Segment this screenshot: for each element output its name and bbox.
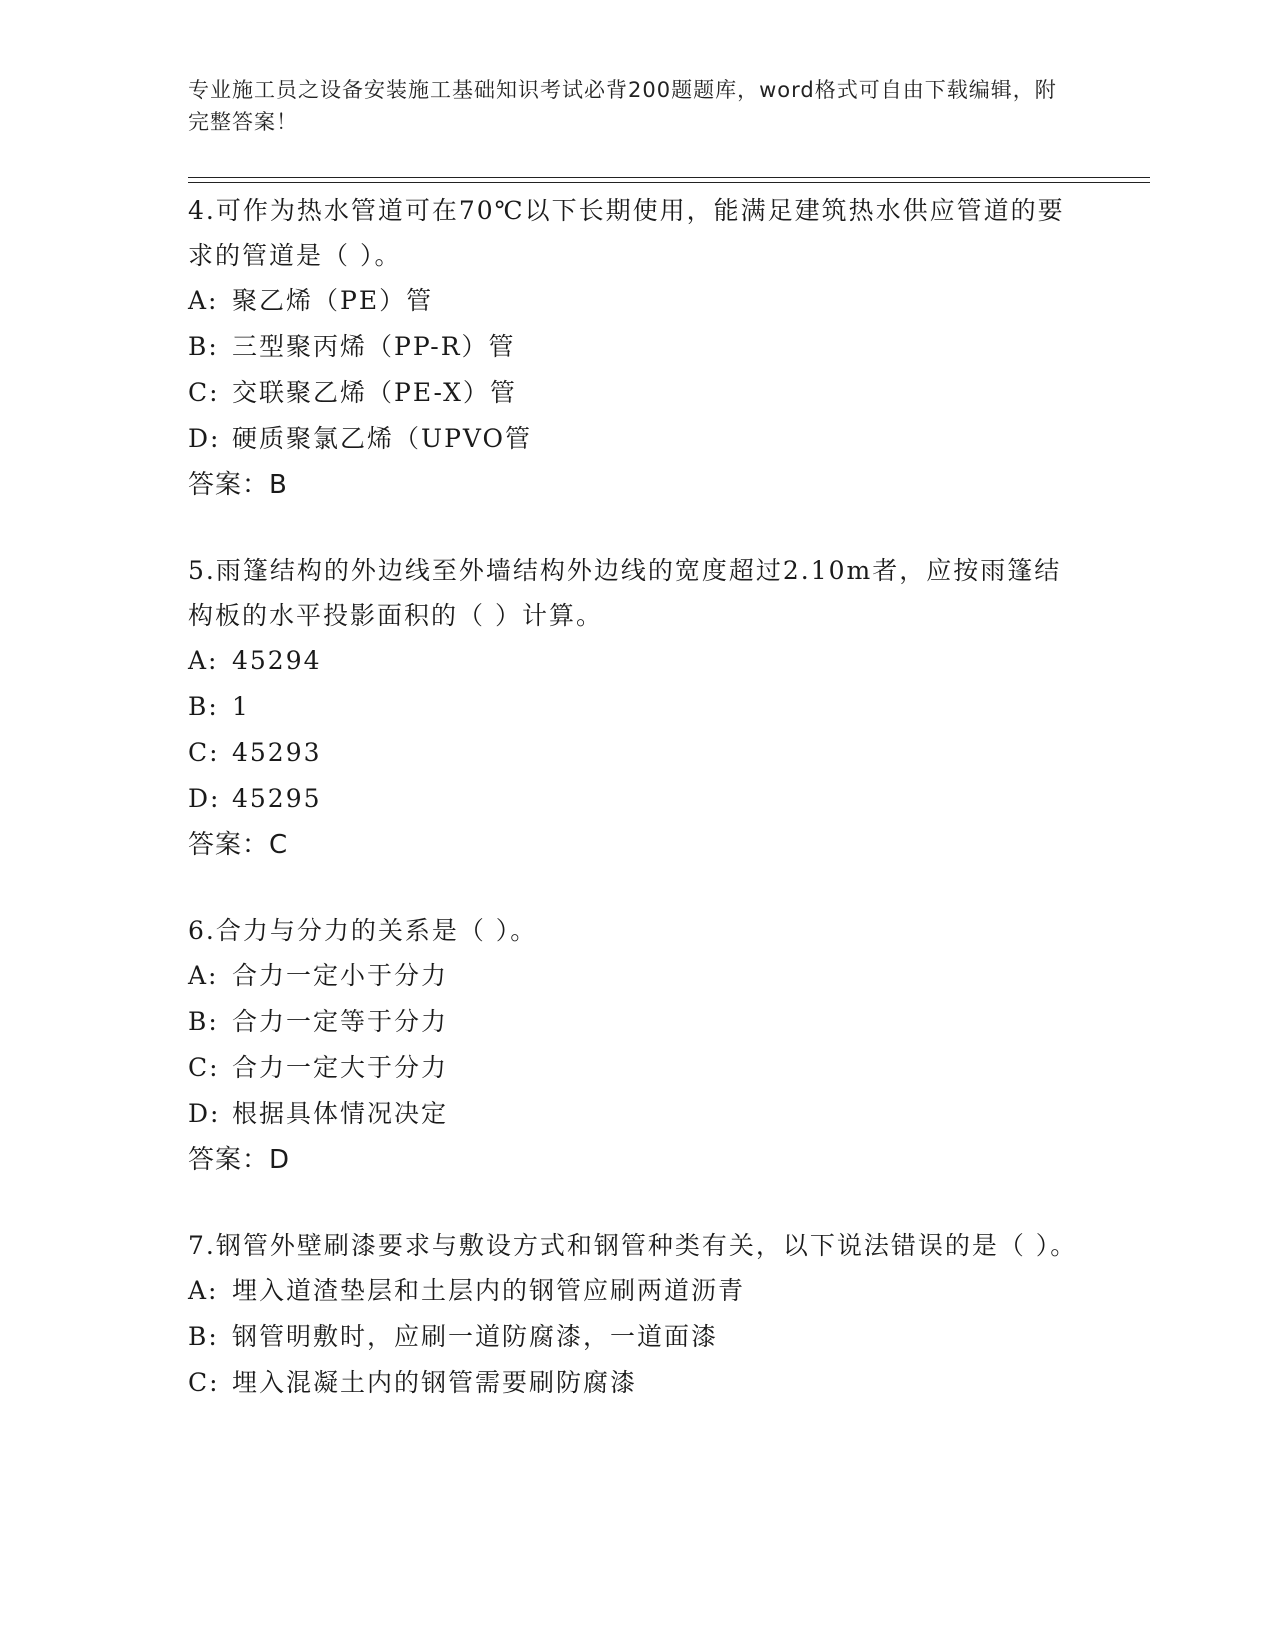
option-text: 合力一定小于分力 — [232, 961, 449, 990]
header-double-rule — [188, 177, 1150, 183]
question-text: 6.合力与分力的关系是（ ）。 — [188, 916, 538, 945]
option-text: 45293 — [232, 738, 322, 767]
answer-line: 答案：B — [188, 470, 288, 500]
option-c — [188, 730, 1088, 776]
option-a — [188, 1268, 1088, 1314]
option-b — [188, 684, 1088, 730]
option-c — [188, 1045, 1088, 1091]
question-6 — [188, 908, 1088, 1183]
option-d — [188, 1091, 1088, 1137]
option-letter: C: — [188, 1368, 220, 1397]
question-text: 7.钢管外壁刷漆要求与敷设方式和钢管种类有关，以下说法错误的是（ ）。 — [188, 1231, 1078, 1260]
option-text: 合力一定等于分力 — [232, 1007, 449, 1036]
option-a — [188, 638, 1088, 684]
option-letter: A: — [188, 1276, 219, 1305]
question-4 — [188, 188, 1088, 508]
option-letter: D: — [188, 424, 221, 453]
question-text: 4.可作为热水管道可在70℃以下长期使用，能满足建筑热水供应管道的要求的管道是（ ）。 — [188, 196, 1065, 270]
option-letter: C: — [188, 1053, 220, 1082]
option-a — [188, 278, 1088, 324]
option-text: 1 — [232, 692, 250, 721]
option-letter: A: — [188, 961, 219, 990]
option-b — [188, 999, 1088, 1045]
option-letter: B: — [188, 332, 219, 361]
question-5 — [188, 548, 1088, 868]
option-text: 聚乙烯（PE）管 — [232, 286, 434, 315]
option-text: 三型聚丙烯（PP-R）管 — [232, 332, 516, 361]
question-text: 5.雨篷结构的外边线至外墙结构外边线的宽度超过2.10m者，应按雨篷结构板的水平投影面积的（ ）计算。 — [188, 556, 1062, 630]
option-text: 埋入道渣垫层和土层内的钢管应刷两道沥青 — [232, 1276, 746, 1305]
option-letter: B: — [188, 1007, 219, 1036]
option-d — [188, 416, 1088, 462]
option-text: 钢管明敷时，应刷一道防腐漆，一道面漆 — [232, 1322, 719, 1351]
option-letter: B: — [188, 1322, 219, 1351]
question-7 — [188, 1223, 1088, 1406]
option-text: 45294 — [232, 646, 322, 675]
option-letter: A: — [188, 286, 219, 315]
option-c — [188, 1360, 1088, 1406]
option-letter: C: — [188, 378, 220, 407]
option-text: 硬质聚氯乙烯（UPVO管 — [232, 424, 533, 453]
option-a — [188, 953, 1088, 999]
option-b — [188, 1314, 1088, 1360]
option-text: 45295 — [232, 784, 322, 813]
option-text: 交联聚乙烯（PE-X）管 — [232, 378, 517, 407]
question-list — [188, 188, 1088, 1446]
option-letter: D: — [188, 1099, 221, 1128]
option-text: 埋入混凝土内的钢管需要刷防腐漆 — [232, 1368, 638, 1397]
option-letter: D: — [188, 784, 221, 813]
answer-line: 答案：C — [188, 830, 289, 860]
answer-line: 答案：D — [188, 1145, 291, 1175]
option-text: 根据具体情况决定 — [232, 1099, 449, 1128]
option-c — [188, 370, 1088, 416]
option-b — [188, 324, 1088, 370]
option-d — [188, 776, 1088, 822]
option-letter: A: — [188, 646, 219, 675]
option-text: 合力一定大于分力 — [232, 1053, 449, 1082]
option-letter: C: — [188, 738, 220, 767]
document-header: 专业施工员之设备安装施工基础知识考试必背200题题库，word格式可自由下载编辑，附完整答案！ — [188, 78, 1057, 134]
option-letter: B: — [188, 692, 219, 721]
